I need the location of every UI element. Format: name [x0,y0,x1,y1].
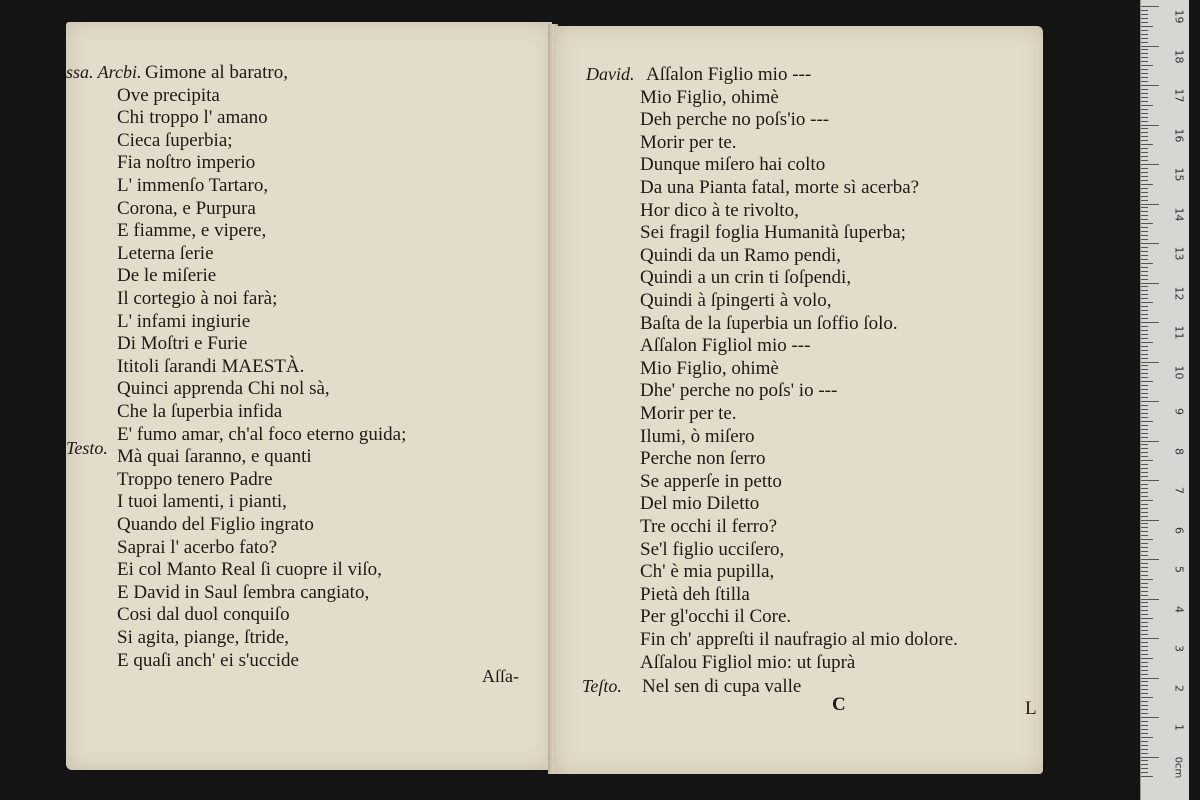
ruler-tick [1141,717,1159,718]
verse-line: L' immenſo Tartaro, [117,175,269,196]
ruler-tick [1141,401,1159,402]
speaker-label: David. [586,64,635,84]
ruler-tick [1141,247,1148,248]
ruler-number: 17 [1172,88,1186,103]
ruler-tick [1141,46,1159,47]
verse-line: Tre occhi il ferro? [640,516,777,537]
ruler-tick [1141,243,1159,244]
ruler-tick [1141,132,1148,133]
verse-line: Leterna ſerie [117,242,214,264]
ruler-tick [1141,433,1148,434]
ruler-tick [1141,200,1148,201]
ruler-tick [1141,34,1148,35]
verse-line: Ove precipita [117,84,220,106]
ruler-tick [1141,389,1148,390]
verse-line: Mà quai ſaranno, e quanti [117,446,312,468]
verse-line: Corona, e Purpura [117,197,256,219]
ruler-number: 3 [1172,645,1186,652]
ruler-tick [1141,520,1159,521]
verse-line: Ititoli ſarandi MAESTÀ. [117,355,305,377]
ruler-number: 11 [1172,325,1186,340]
ruler-tick [1141,160,1148,161]
ruler-tick [1141,385,1148,386]
ruler-tick [1141,65,1153,66]
ruler-tick [1141,768,1148,769]
ruler-tick [1141,290,1148,291]
ruler-tick [1141,350,1148,351]
verse-line: Morir per te. [640,403,737,424]
ruler-tick [1141,737,1153,738]
ruler-tick [1141,362,1159,363]
ruler-tick [1141,437,1148,438]
ruler-tick [1141,539,1153,540]
ruler-tick [1141,776,1153,777]
ruler-tick [1141,559,1159,560]
ruler-tick [1141,128,1148,129]
verse-line: Ei col Manto Real ſi cuopre il viſo, [117,559,382,581]
ruler-tick [1141,164,1159,165]
ruler-tick [1141,314,1148,315]
ruler-tick [1141,306,1148,307]
ruler-tick [1141,749,1148,750]
ruler-number: 2 [1172,684,1186,692]
ruler-tick [1141,662,1148,663]
verse-line: Da una Pianta fatal, morte sì acerba? [640,177,920,198]
ruler-tick [1141,61,1148,62]
ruler-tick [1141,460,1153,461]
ruler-tick [1141,49,1148,50]
ruler-tick [1141,152,1148,153]
ruler-tick [1141,563,1148,564]
signature-mark: C [832,694,846,715]
ruler-tick [1141,22,1148,23]
ruler-tick [1141,318,1148,319]
ruler-tick [1141,279,1148,280]
ruler-tick [1141,516,1148,517]
verse-line: Aſſalou Figliol mio: ut ſuprà [640,651,856,673]
verse-line: Si agita, piange, ſtride, [117,627,290,648]
ruler-tick [1141,196,1148,197]
edge-letter: L [1025,698,1037,719]
ruler-tick [1141,109,1148,110]
verse-line: E quaſi anch' ei s'uccide [117,649,299,671]
ruler-tick [1141,650,1148,651]
ruler-tick [1141,271,1148,272]
ruler-tick [1141,543,1148,544]
verse-line: Gimone al baratro, [145,62,288,83]
ruler-number: 5 [1172,566,1186,573]
verse-line: Deh perche no poſs'io --- [640,109,830,131]
verse-line: Mio Figlio, ohimè [640,357,779,379]
verse-line: Cieca ſuperbia; [117,129,233,151]
ruler-tick [1141,251,1148,252]
ruler-tick [1141,188,1148,189]
ruler-tick [1141,14,1148,15]
ruler-tick [1141,678,1159,679]
ruler-tick [1141,77,1148,78]
ruler-tick [1141,377,1148,378]
ruler-number: 10 [1172,365,1186,379]
ruler-tick [1141,180,1148,181]
ruler-tick [1141,172,1148,173]
ruler-tick [1141,373,1148,374]
catchword: Aſſa- [482,666,519,686]
ruler-tick [1141,30,1148,31]
verse-line: Quindi a un crin ti ſoſpendi, [640,267,852,289]
ruler-tick [1141,685,1148,686]
ruler-tick [1141,496,1148,497]
ruler-number: 8 [1172,447,1186,455]
ruler-tick [1141,405,1148,406]
verse-line: De le miſerie [117,265,217,287]
ruler-tick [1141,658,1153,659]
ruler-tick [1141,622,1148,623]
ruler-tick [1141,452,1148,453]
ruler-tick [1141,85,1159,86]
ruler-tick [1141,591,1148,592]
ruler-tick [1141,709,1148,710]
ruler-tick [1141,626,1148,627]
ruler-number: 6 [1172,526,1186,534]
ruler-tick [1141,642,1148,643]
ruler-tick [1141,342,1153,343]
ruler-tick [1141,10,1148,11]
ruler-tick [1141,638,1159,639]
ruler-tick [1141,57,1148,58]
ruler-tick [1141,733,1148,734]
ruler-tick [1141,275,1148,276]
ruler-tick [1141,310,1148,311]
ruler-tick [1141,745,1148,746]
ruler-tick [1141,101,1148,102]
ruler-tick [1141,140,1148,141]
ruler-tick [1141,81,1148,82]
ruler-tick [1141,259,1148,260]
verse-line: Aſſalon Figliol mio --- [640,335,811,357]
measurement-ruler [1140,0,1189,800]
ruler-number: 19 [1172,9,1186,24]
ruler-tick [1141,144,1153,145]
verse-line: Di Moſtri e Furie [117,333,248,355]
verse-line: E' fumo amar, ch'al foco eterno guida; [117,423,407,445]
ruler-tick [1141,476,1148,477]
ruler-number: 4 [1172,605,1186,613]
ruler-tick [1141,6,1159,7]
ruler-number: 12 [1172,286,1186,300]
verse-line: Quindi à ſpingerti à volo, [640,290,832,311]
ruler-tick [1141,725,1148,726]
ruler-tick [1141,654,1148,655]
ruler-tick [1141,579,1153,580]
ruler-tick [1141,369,1148,370]
ruler-tick [1141,500,1153,501]
ruler-tick [1141,223,1153,224]
ruler-tick [1141,18,1148,19]
ruler-tick [1141,472,1148,473]
ruler-tick [1141,413,1148,414]
ruler-tick [1141,701,1148,702]
ruler-tick [1141,571,1148,572]
ruler-tick [1141,204,1159,205]
ruler-tick [1141,89,1148,90]
verse-line: L' infami ingiurie [117,310,251,332]
verse-line: Mio Figlio, ohimè [640,86,779,108]
verse-line: E fiamme, e vipere, [117,220,267,242]
ruler-tick [1141,575,1148,576]
verse-line: Il cortegio à noi farà; [117,288,278,309]
ruler-tick [1141,26,1153,27]
ruler-tick [1141,322,1159,323]
ruler-tick [1141,504,1148,505]
ruler-tick [1141,148,1148,149]
ruler-tick [1141,599,1159,600]
ruler-tick [1141,338,1148,339]
ruler-number: 15 [1172,167,1186,182]
ruler-tick [1141,693,1148,694]
ruler-tick [1141,689,1148,690]
verse-line: Fia noſtro imperio [117,152,256,174]
ruler-tick [1141,760,1148,761]
ruler-tick [1141,547,1148,548]
ruler-tick [1141,480,1159,481]
ruler-tick [1141,705,1148,706]
ruler-tick [1141,53,1148,54]
ruler-tick [1141,468,1148,469]
ruler-tick [1141,595,1148,596]
ruler-tick [1141,618,1153,619]
ruler-tick [1141,583,1148,584]
speaker-label: Testo. [66,438,108,458]
ruler-tick [1141,227,1148,228]
ruler-tick [1141,42,1148,43]
verse-line: Dhe' perche no poſs' io --- [640,380,838,402]
verse-line: Perche non ſerro [640,448,766,470]
verse-line: Sei fragil foglia Humanità ſuperba; [640,222,906,244]
ruler-tick [1141,286,1148,287]
ruler-tick [1141,263,1153,264]
ruler-tick [1141,587,1148,588]
ruler-tick [1141,235,1148,236]
verse-line: Cosi dal duol conquiſo [117,604,290,626]
ruler-tick [1141,93,1148,94]
ruler-tick [1141,215,1148,216]
ruler-tick [1141,125,1159,126]
ruler-tick [1141,764,1148,765]
ruler-tick [1141,330,1148,331]
ruler-tick [1141,358,1148,359]
ruler-tick [1141,484,1148,485]
ruler-tick [1141,567,1148,568]
verse-line: Del mio Diletto [640,493,760,515]
ruler-tick [1141,219,1148,220]
ruler-tick [1141,239,1148,240]
verse-line: Per gl'occhi il Core. [640,606,792,628]
verse-line: Chi troppo l' amano [117,107,268,129]
ruler-tick [1141,334,1148,335]
ruler-tick [1141,417,1148,418]
ruler-tick [1141,729,1148,730]
ruler-tick [1141,448,1148,449]
ruler-tick [1141,555,1148,556]
ruler-tick [1141,346,1148,347]
verse-line: Morir per te. [640,131,737,153]
ruler-number: 14 [1172,207,1186,221]
ruler-tick [1141,681,1148,682]
ruler-tick [1141,168,1148,169]
ruler-tick [1141,614,1148,615]
ruler-number: 18 [1172,49,1186,63]
ruler-tick [1141,429,1148,430]
ruler-number: 7 [1172,487,1186,494]
verse-line: Se'l figlio ucciſero, [640,538,785,560]
ruler-tick [1141,630,1148,631]
ruler-tick [1141,646,1148,647]
ruler-tick [1141,674,1148,675]
ruler-tick [1141,512,1148,513]
ruler-tick [1141,113,1148,114]
ruler-tick [1141,69,1148,70]
ruler-tick [1141,535,1148,536]
ruler-tick [1141,441,1159,442]
verse-line: I tuoi lamenti, i pianti, [117,491,287,513]
ruler-tick [1141,697,1153,698]
ruler-tick [1141,192,1148,193]
ruler-tick [1141,492,1148,493]
verse-line: Nel sen di cupa valle [642,676,802,697]
ruler-tick [1141,610,1148,611]
verse-line: E David in Saul ſembra cangiato, [117,581,370,603]
ruler-number: 1 [1172,724,1186,731]
ruler-tick [1141,207,1148,208]
ruler-tick [1141,741,1148,742]
verse-line: Quindi da un Ramo pendi, [640,244,842,266]
ruler-tick [1141,531,1148,532]
speaker-label: Teſto. [582,676,622,696]
verse-line: Che la ſuperbia infida [117,401,283,422]
ruler-tick [1141,606,1148,607]
ruler-tick [1141,267,1148,268]
verse-line: Saprai l' acerbo fato? [117,536,278,558]
ruler-tick [1141,365,1148,366]
ruler-tick [1141,302,1153,303]
ruler-unit: 0cm [1172,756,1184,779]
ruler-number: 13 [1172,246,1186,261]
ruler-tick [1141,381,1153,382]
ruler-tick [1141,670,1148,671]
ruler-tick [1141,721,1148,722]
verse-line: Quando del Figlio ingrato [117,514,314,535]
verse-line: Quinci apprenda Chi nol sà, [117,378,330,400]
verse-line: Aſſalon Figlio mio --- [646,64,812,85]
verse-line: Pietà deh ſtilla [640,583,750,605]
verse-line: Ch' è mia pupilla, [640,561,775,583]
ruler-tick [1141,602,1148,603]
ruler-number: 9 [1172,408,1186,415]
ruler-tick [1141,551,1148,552]
ruler-tick [1141,326,1148,327]
ruler-tick [1141,488,1148,489]
verse-line: Hor dico à te rivolto, [640,199,799,221]
ruler-tick [1141,211,1148,212]
speaker-label: ssa. Arcbi. [66,62,142,82]
ruler-tick [1141,117,1148,118]
ruler-tick [1141,666,1148,667]
ruler-tick [1141,421,1153,422]
ruler-tick [1141,393,1148,394]
ruler-tick [1141,298,1148,299]
ruler-tick [1141,753,1148,754]
ruler-tick [1141,456,1148,457]
ruler-number: 16 [1172,128,1186,142]
ruler-tick [1141,354,1148,355]
ruler-tick [1141,38,1148,39]
ruler-tick [1141,508,1148,509]
ruler-tick [1141,136,1148,137]
verse-line: Troppo tenero Padre [117,468,273,490]
ruler-tick [1141,121,1148,122]
ruler-tick [1141,425,1148,426]
ruler-tick [1141,464,1148,465]
ruler-tick [1141,713,1148,714]
verse-line: Fin ch' appreſti il naufragio al mio dolore. [640,629,958,650]
verse-line: Dunque miſero hai colto [640,154,826,176]
ruler-tick [1141,523,1148,524]
ruler-tick [1141,444,1148,445]
ruler-tick [1141,73,1148,74]
ruler-tick [1141,231,1148,232]
ruler-tick [1141,397,1148,398]
ruler-tick [1141,294,1148,295]
verse-line: Se apperſe in petto [640,470,782,492]
ruler-tick [1141,97,1148,98]
ruler-tick [1141,184,1153,185]
ruler-tick [1141,176,1148,177]
ruler-tick [1141,757,1159,758]
ruler-tick [1141,634,1148,635]
verse-line: Baſta de la ſuperbia un ſoffio ſolo. [640,312,898,334]
ruler-tick [1141,105,1153,106]
ruler-tick [1141,527,1148,528]
ruler-tick [1141,156,1148,157]
verse-line: Ilumi, ò miſero [640,425,755,447]
ruler-tick [1141,772,1148,773]
ruler-tick [1141,409,1148,410]
ruler-tick [1141,283,1159,284]
ruler-tick [1141,255,1148,256]
